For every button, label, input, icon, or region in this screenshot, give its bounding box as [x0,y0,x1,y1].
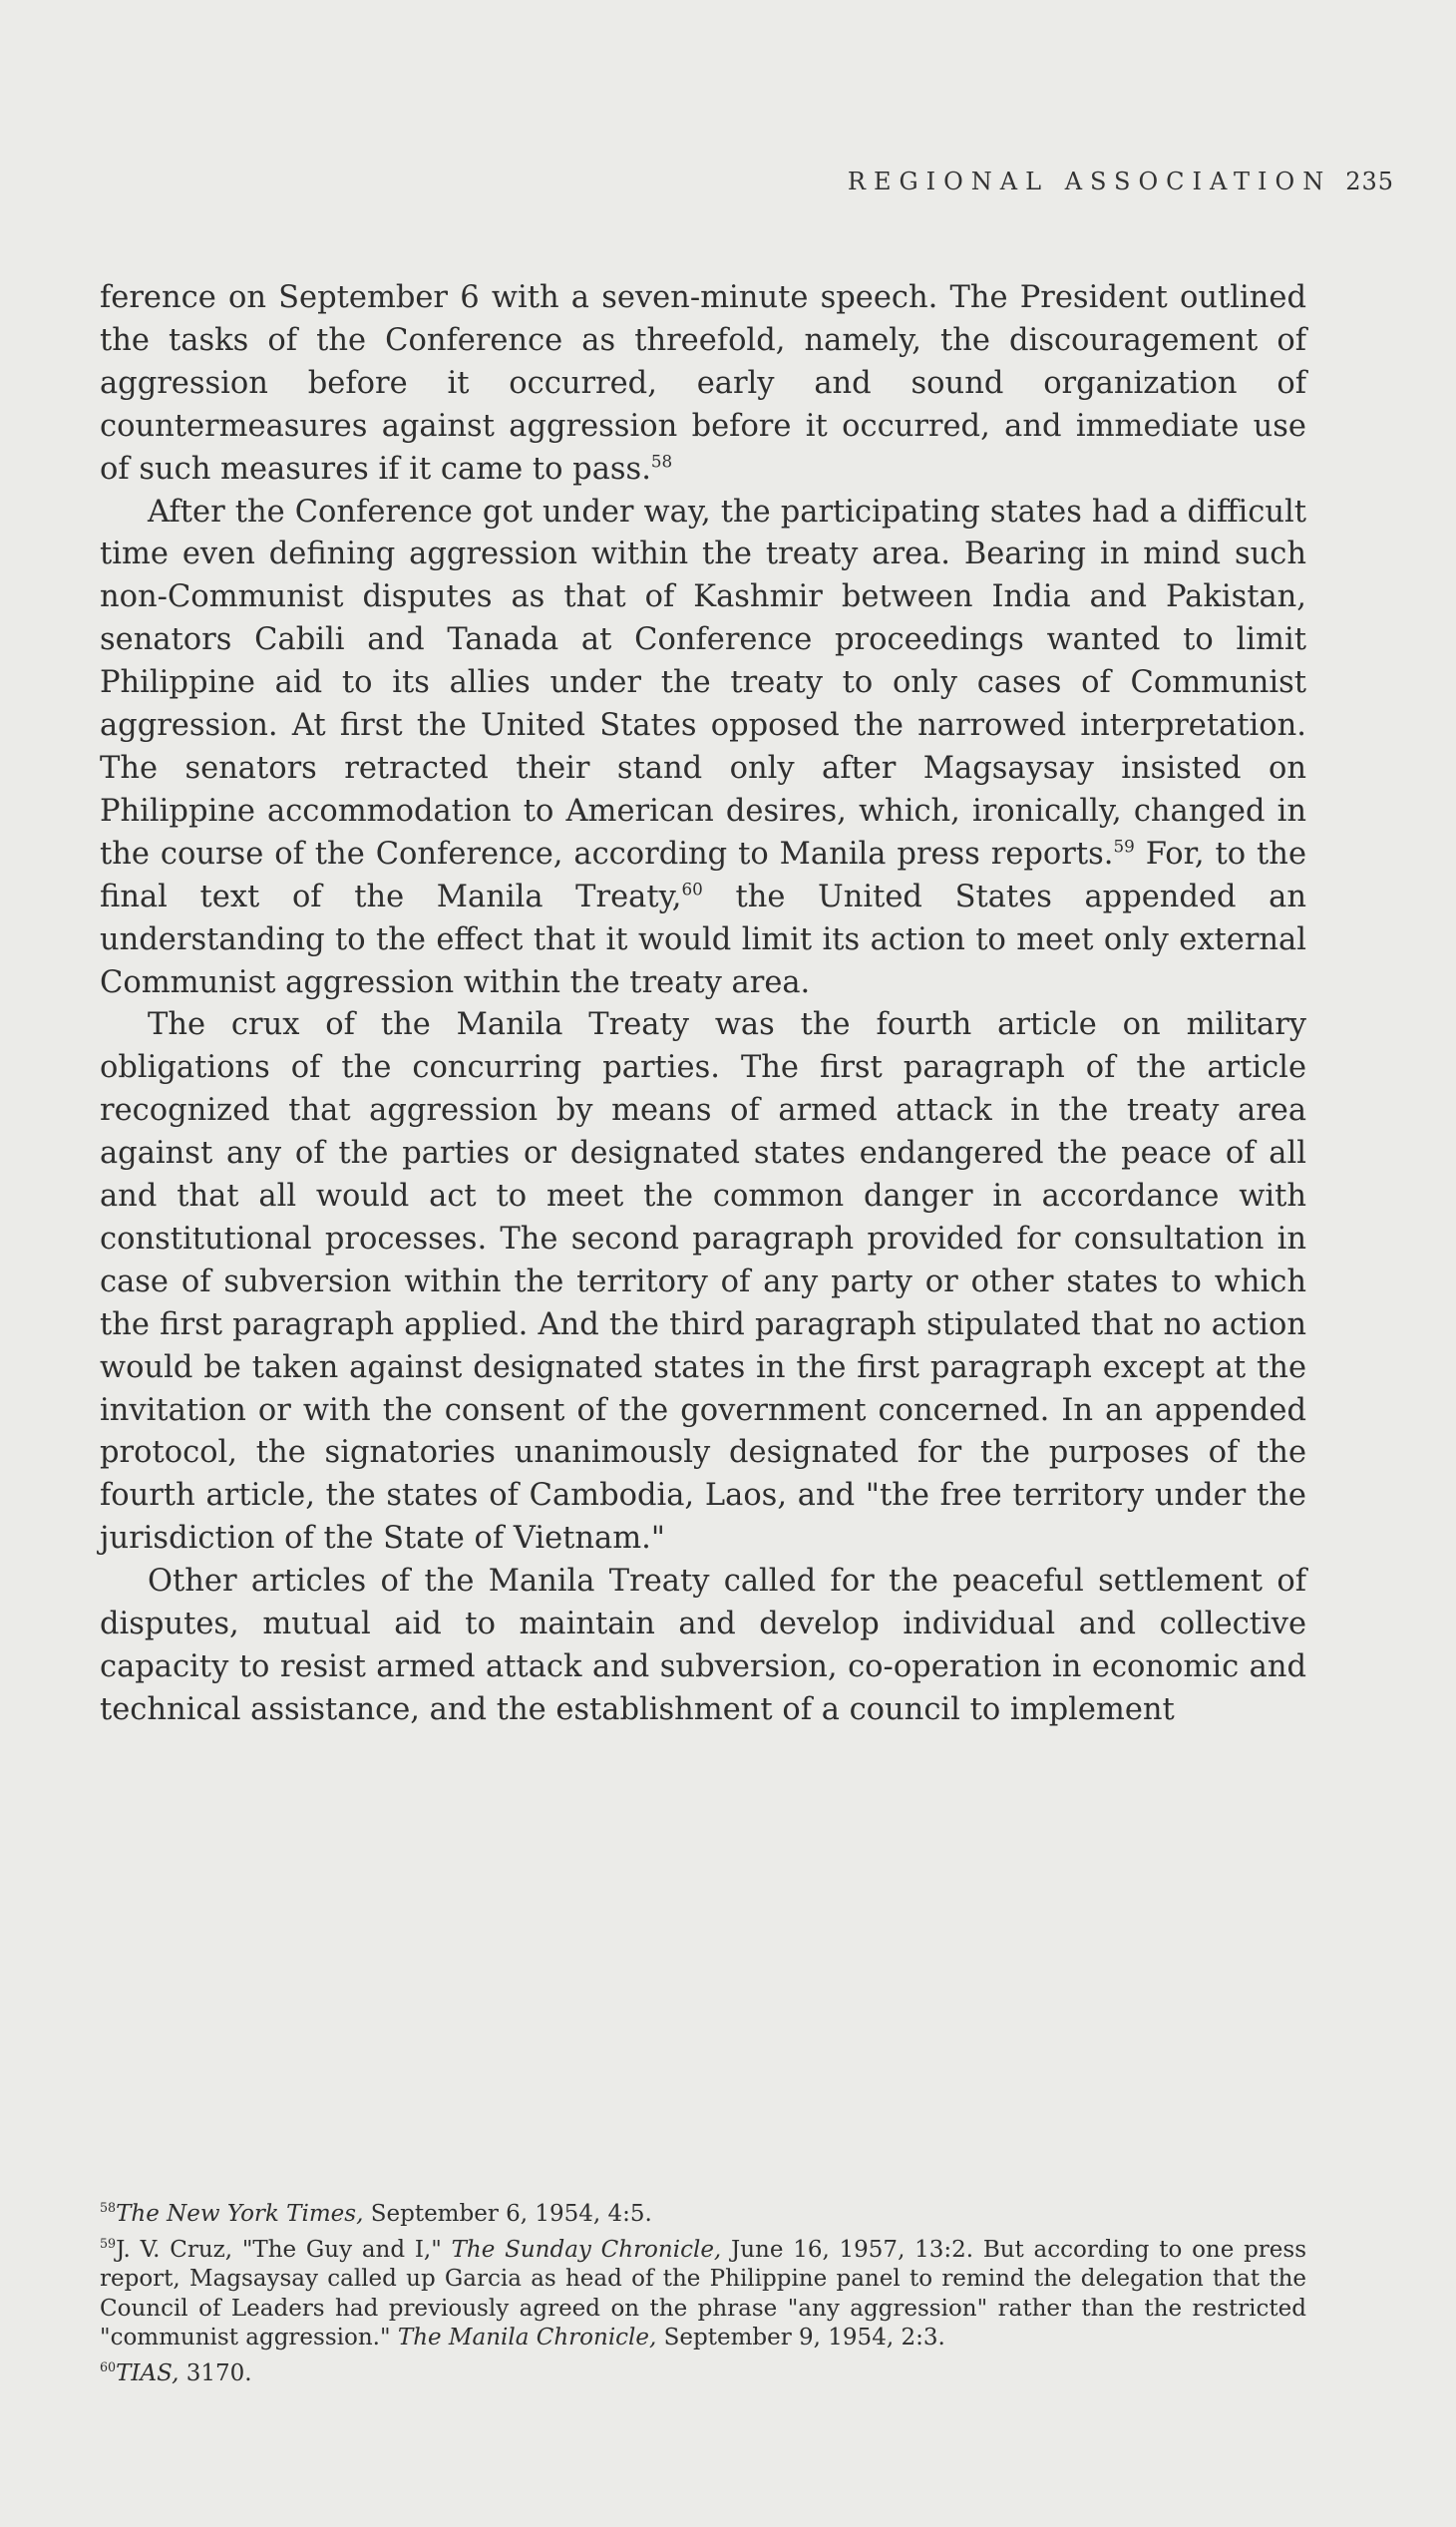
footnote-58 [100,2200,1306,2230]
footnotes [100,2200,1306,2394]
running-title: REGIONAL ASSOCIATION [847,168,1332,195]
footnote-58-number: 58 [100,2200,117,2216]
footnote-59-title-2: The Manila Chronicle, [397,2325,657,2350]
body-text [100,277,1306,1732]
paragraph-1 [100,277,1306,492]
page-number: 235 [1345,168,1394,195]
footnote-60 [100,2359,1306,2389]
paragraph-2-part-3: the United States appended an understanding to the effect that it would limit its action to meet only external Communist aggression within the treaty area. [100,879,1306,1000]
footnote-59-number: 59 [100,2235,117,2251]
footnote-58-title: The New York Times, [116,2201,364,2227]
footnote-60-title: TIAS, [116,2359,180,2386]
footnote-58-text: September 6, 1954, 4:5. [363,2201,652,2227]
paragraph-2-part-1: After the Conference got under way, the participating states had a difficult time even defining aggression within the treaty area. Bearing in mind such non-Communist disputes as that of Kashmir between India and Pakistan, senators Cabili and Tanada at Conference proceedings wanted to limit Philippine aid to its allies under the treaty to only cases of Communist aggression. At first the United States opposed the narrowed interpretation. The senators retracted their stand only after Magsaysay insisted on Philippine accommodation to American desires, which, ironically, changed in the course of the Conference, according to Manila press reports. [100,494,1306,872]
footnote-59-lead: J. V. Cruz, "The Guy and I," [116,2236,452,2263]
footnote-60-number: 60 [100,2358,117,2374]
paragraph-2-part-2: For, to the final text of the Manila Treaty, [100,836,1306,914]
footnote-59-end: September 9, 1954, 2:3. [656,2325,945,2350]
paragraph-2 [100,492,1306,1005]
footnote-60-text: 3170. [179,2359,252,2386]
footnote-59-middle: June 16, 1957, 13:2. But according to one press report, Magsaysay called up Garcia as head of the Philippine panel to remind the delegation that the Council of Leaders had previously agreed on the phrase "any aggression" rather than the restricted "communist aggression." [100,2236,1307,2350]
paragraph-4: Other articles of the Manila Treaty called for the peaceful settlement of disputes, mutual aid to maintain and develop individual and collective capacity to resist armed attack and subversion, co-operation in economic and technical assistance, and the establishment of a council to implement [100,1564,1306,1727]
footnote-ref-58: 58 [650,450,673,471]
paragraph-3: The crux of the Manila Treaty was the fourth article on military obligations of the concurring parties. The first paragraph of the article recognized that aggression by means of armed attack in the treaty area against any of the parties or designated states endangered the peace of all and that all would act to meet the common danger in accordance with constitutional processes. The second paragraph provided for consultation in case of subversion within the territory of any party or other states to which the first paragraph applied. And the third paragraph stipulated that no action would be taken against designated states in the first paragraph except at the invitation or with the consent of the government concerned. In an appended protocol, the signatories unanimously designated for the purposes of the fourth article, the states of Cambodia, Laos, and "the free territory under the jurisdiction of the State of Vietnam." [100,1007,1306,1557]
footnote-ref-59: 59 [1113,836,1135,857]
footnote-59 [100,2236,1306,2353]
running-head [848,168,1394,195]
paragraph-1-text: ference on September 6 with a seven-minute speech. The President outlined the tasks of the Conference as threefold, namely, the discouragement of aggression before it occurred, early and sound organization of countermeasures against aggression before it occurred, and immediate use of such measures if it came to pass. [100,280,1306,487]
footnote-59-title-1: The Sunday Chronicle, [451,2236,722,2263]
footnote-ref-60: 60 [681,878,703,899]
